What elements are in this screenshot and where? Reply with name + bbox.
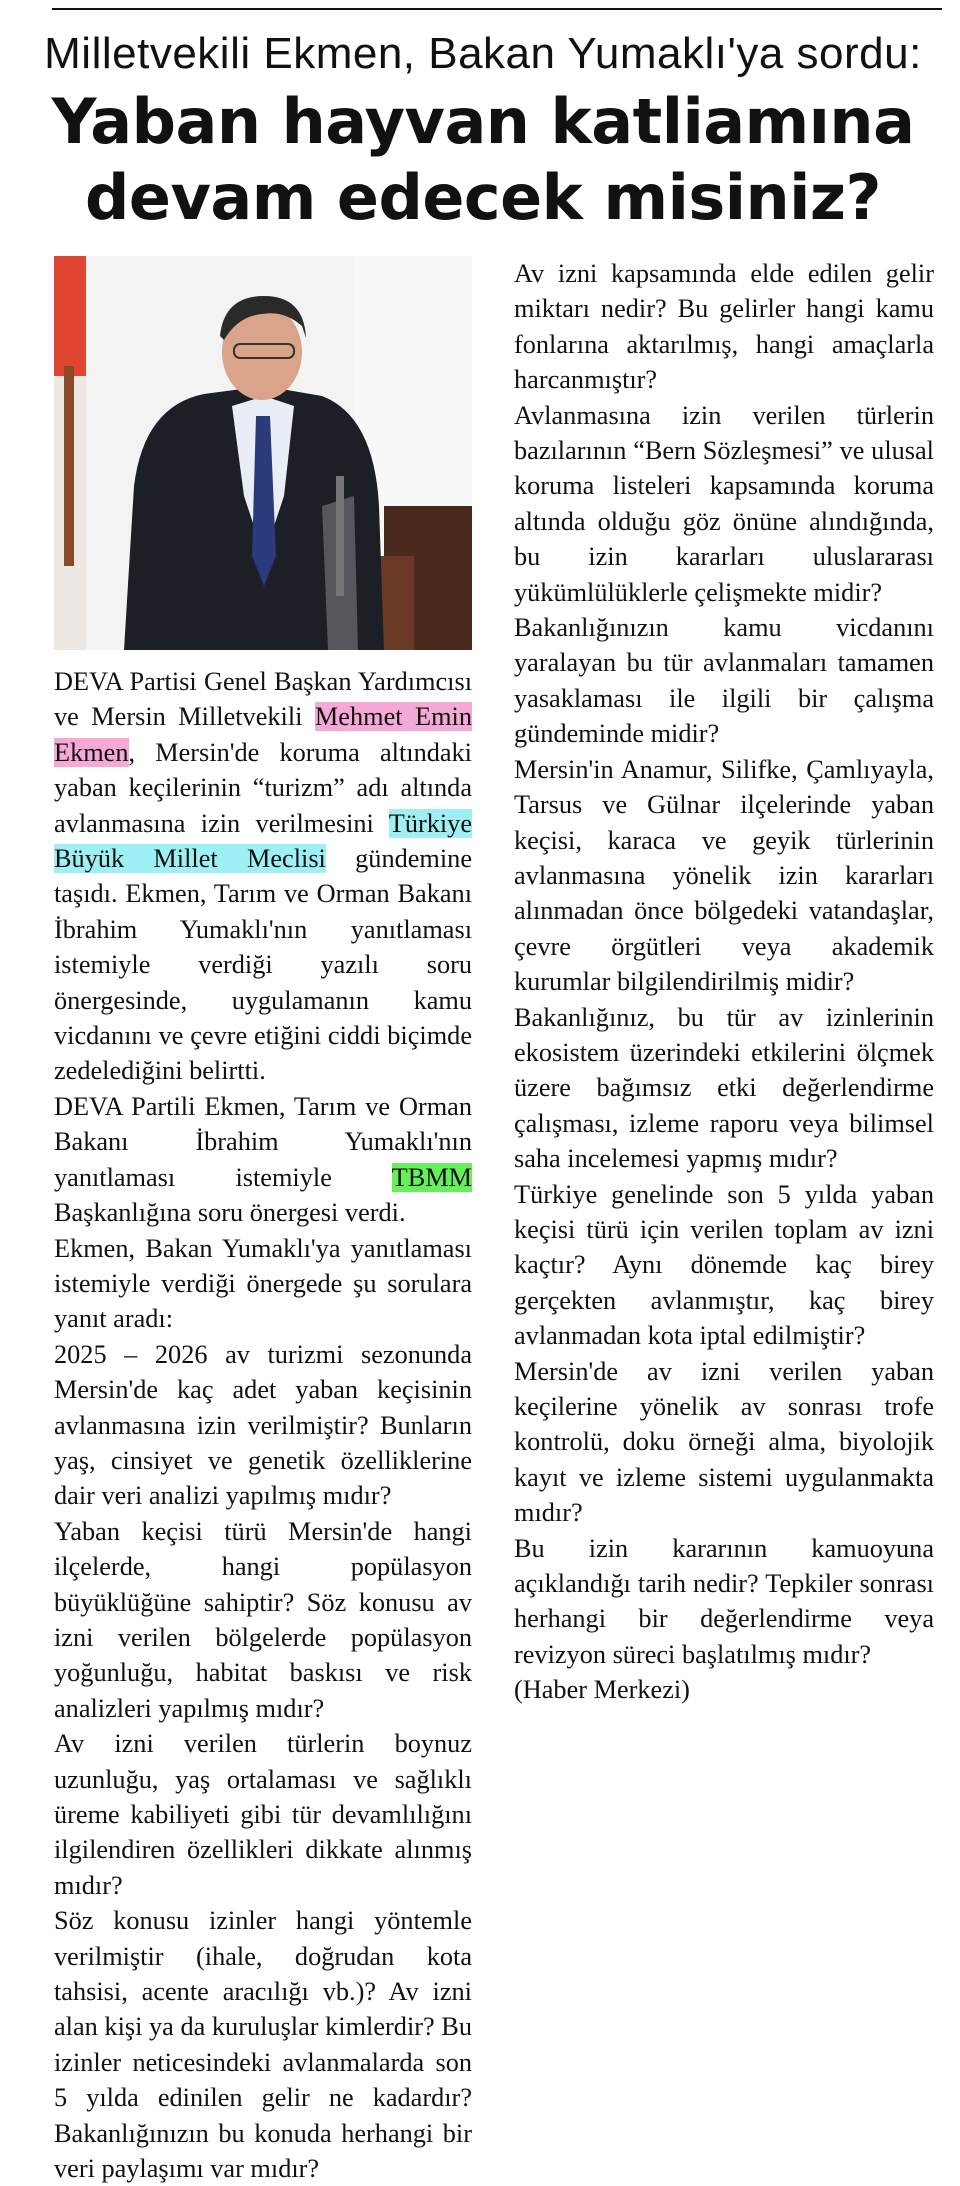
lead-p1-text-c: gündemine taşıdı. Ekmen, Tarım ve Orman Bakanı İbrahim Yumaklı'nın yanıtlaması istemiyle verdiği yazılı soru önergesinde, uygulamanın kamu vicdanını ve çevre etiğini ciddi biçimde zedelediğini belirtti. xyxy=(54,844,472,1086)
highlight-parliament-name: Türkiye Büyük Millet Meclisi xyxy=(54,808,472,874)
question-6: Avlanmasına izin verilen türlerin bazılarının “Bern Sözleşmesi” ve ulusal koruma listeleri kapsamında koruma altında olduğu göz önüne alındığında, bu izin kararları uluslararası yükümlülüklerle çelişmekte midir? xyxy=(514,400,934,607)
question-2: Yaban keçisi türü Mersin'de hangi ilçelerde, hangi popülasyon büyüklüğüne sahiptir? Söz konusu av izni verilen bölgelerde popülasyon yoğunluğu, habitat baskısı ve risk analizleri yapılmış mıdır? xyxy=(54,1516,472,1723)
highlight-tbmm: TBMM xyxy=(391,1162,472,1192)
question-1: 2025 – 2026 av turizmi sezonunda Mersin'de kaç adet yaban keçisinin avlanmasına izin verilmiştir? Bunların yaş, cinsiyet ve genetik özelliklerine dair veri analizi yapılmış mıdır? xyxy=(54,1339,472,1511)
lead-p2-text-a: DEVA Partili Ekmen, Tarım ve Orman Bakanı İbrahim Yumaklı'nın yanıtlaması istemiyle xyxy=(54,1091,472,1192)
highlight-mp-name: Mehmet Emin Ekmen xyxy=(54,702,472,767)
lead-paragraph-1 xyxy=(54,664,472,1089)
source-credit: (Haber Merkezi) xyxy=(514,1675,690,1705)
article-headline xyxy=(40,84,926,236)
article-kicker: Milletvekili Ekmen, Bakan Yumaklı'ya sordu: xyxy=(44,29,922,78)
lead-paragraph-3: Ekmen, Bakan Yumaklı'ya yanıtlaması istemiyle verdiği önergede şu sorulara yanıt aradı: xyxy=(54,1233,472,1334)
headline-line-2: devam edecek misiniz? xyxy=(85,161,881,234)
question-10: Türkiye genelinde son 5 yılda yaban keçisi türü için verilen toplam av izni kaçtır? Aynı dönemde kaç birey gerçekten avlanmıştır, kaç birey avlanmadan kota iptal edilmiştir? xyxy=(514,1179,934,1351)
question-3: Av izni verilen türlerin boynuz uzunluğu, yaş ortalaması ve sağlıklı üreme kabiliyeti gibi tür devamlılığını ilgilendiren özellikleri dikkate alınmış mıdır? xyxy=(54,1729,472,1900)
question-12: Bu izin kararının kamuoyuna açıklandığı tarih nedir? Tepkiler sonrası herhangi bir değerlendirme veya revizyon süreci başlatılmış mıdır? xyxy=(514,1533,934,1669)
lead-p2-text-b: Başkanlığına soru önergesi verdi. xyxy=(54,1198,406,1228)
lead-p1-text-a: DEVA Partisi Genel Başkan Yardımcısı ve Mersin Milletvekili xyxy=(54,667,472,732)
question-9: Bakanlığınız, bu tür av izinlerinin ekosistem üzerindeki etkilerini ölçmek üzere bağımsız etki değerlendirme çalışması, izleme raporu veya bilimsel saha incelemesi yapmış mıdır? xyxy=(514,1002,934,1174)
left-column xyxy=(54,256,472,2186)
question-11: Mersin'de av izni verilen yaban keçilerine yönelik av sonrası trofe kontrolü, doku örneği alma, biyolojik kayıt ve izleme sistemi uygulanmakta mıdır? xyxy=(514,1356,934,1528)
top-rule xyxy=(52,8,942,10)
lead-paragraph-2 xyxy=(54,1089,472,1231)
right-column xyxy=(514,256,934,2186)
article-columns xyxy=(54,256,934,2186)
headline-line-1: Yaban hayvan katliamına xyxy=(51,85,915,158)
question-5: Av izni kapsamında elde edilen gelir miktarı nedir? Bu gelirler hangi kamu fonlarına aktarılmış, hangi amaçlarla harcanmıştır? xyxy=(514,259,934,395)
question-7: Bakanlığınızın kamu vicdanını yaralayan bu tür avlanmaları tamamen yasaklaması ile ilgili bir çalışma gündeminde midir? xyxy=(514,613,934,749)
question-8: Mersin'in Anamur, Silifke, Çamlıyayla, Tarsus ve Gülnar ilçelerinde yaban keçisi, karaca ve geyik türlerinin avlanmasına yönelik izin kararları alınmadan önce bölgedeki vatandaşlar, çevre örgütleri veya akademik kurumlar bilgilendirilmiş midir? xyxy=(514,754,934,997)
politician-photo xyxy=(54,256,472,650)
lead-p1-text-b: , Mersin'de koruma altındaki yaban keçilerinin “turizm” adı altında avlanmasına izin verilmesini xyxy=(54,737,472,838)
politician-photo-illustration xyxy=(54,256,472,650)
question-4: Söz konusu izinler hangi yöntemle verilmiştir (ihale, doğrudan kota tahsisi, acente aracılığı vb.)? Av izni alan kişi ya da kuruluşlar kimlerdir? Bu izinler neticesindeki avlanmalarda son 5 yılda edinilen gelir ne kadardır? Bakanlığınızın bu konuda herhangi bir veri paylaşımı var mıdır? xyxy=(54,1906,472,2184)
